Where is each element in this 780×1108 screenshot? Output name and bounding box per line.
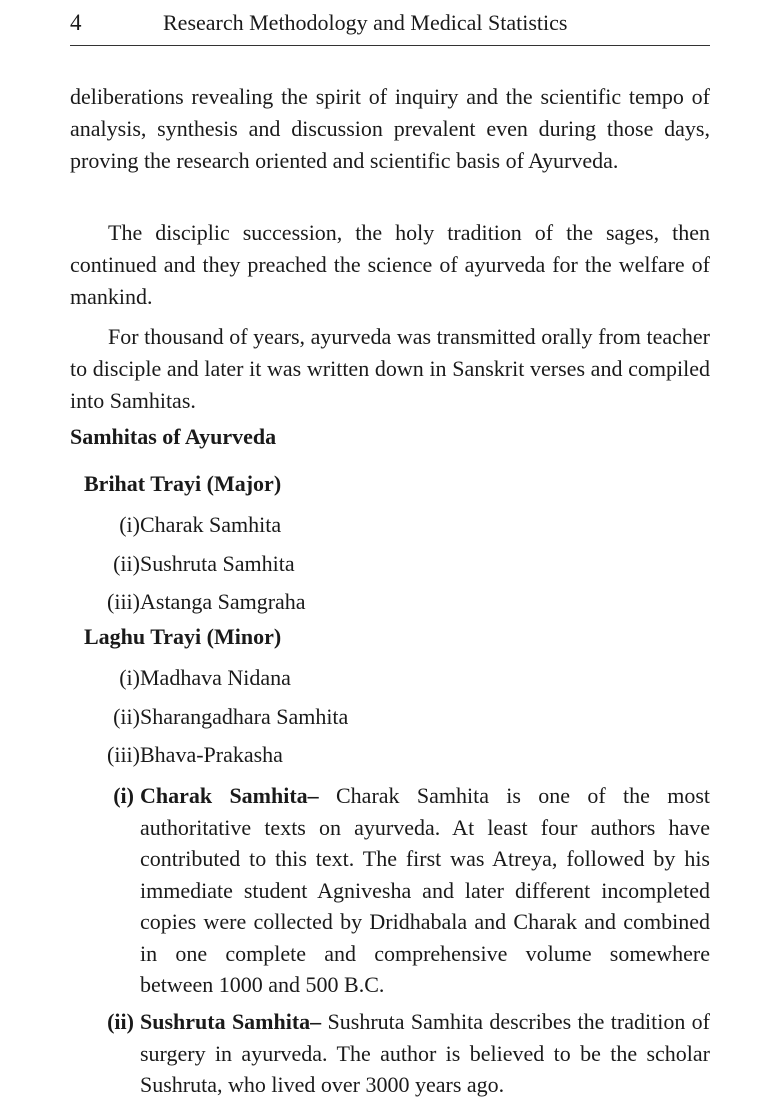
entry-sushruta-samhita bbox=[100, 1006, 710, 1101]
list-item-name: Bhava-Prakasha bbox=[140, 742, 283, 767]
entry-number: (ii) bbox=[107, 1009, 134, 1034]
list-item bbox=[84, 586, 306, 618]
list-item bbox=[84, 548, 295, 580]
entry-number: (i) bbox=[113, 783, 134, 808]
paragraph: For thousand of years, ayurveda was transmitted orally from teacher to disciple and later it was written down in Sanskrit verses and compiled into Samhitas. bbox=[70, 324, 710, 413]
list-item-number: (ii) bbox=[113, 704, 140, 729]
entry-text: Sushruta Samhita describes the tradition of surgery in ayurveda. The author is believed to be the scholar Sushruta, who lived over 3000 years ago. bbox=[140, 1009, 710, 1097]
list-item-number: (iii) bbox=[107, 742, 140, 767]
list-item bbox=[84, 701, 349, 733]
list-item-name: Charak Samhita bbox=[140, 512, 282, 537]
paragraph: The disciplic succession, the holy tradition of the sages, then continued and they preached the science of ayurveda for the welfare of mankind. bbox=[70, 220, 710, 309]
running-header bbox=[70, 10, 710, 40]
list-item-number: (ii) bbox=[113, 551, 140, 576]
header-rule bbox=[70, 45, 710, 46]
list-item-name: Astanga Samgraha bbox=[140, 589, 306, 614]
group-heading-brihat-trayi: Brihat Trayi (Major) bbox=[84, 471, 282, 496]
entry-text: Charak Samhita is one of the most authoritative texts on ayurveda. At least four authors have contributed to this text. The first was Atreya, followed by his immediate student Agnivesha and later different incompleted copies were collected by Dridhabala and Charak and combined in one complete and comprehensive volume somewhere between 1000 and 500 B.C. bbox=[140, 783, 711, 997]
entry-content bbox=[140, 780, 710, 1001]
entry-term: Charak Samhita– bbox=[140, 783, 319, 808]
list-item bbox=[84, 509, 282, 541]
list-item bbox=[84, 662, 291, 694]
group-heading-laghu-trayi: Laghu Trayi (Minor) bbox=[84, 624, 282, 649]
paragraph: deliberations revealing the spirit of inquiry and the scientific tempo of analysis, synthesis and discussion prevalent even during those days, proving the research oriented and scientific basis of Ayurveda. bbox=[70, 84, 710, 173]
list-item-name: Sushruta Samhita bbox=[140, 551, 295, 576]
entry-term: Sushruta Samhita– bbox=[140, 1009, 322, 1034]
list-item-number: (i) bbox=[119, 512, 140, 537]
entry-charak-samhita bbox=[100, 780, 710, 1001]
running-title: Research Methodology and Medical Statistics bbox=[163, 10, 568, 35]
entry-content bbox=[140, 1006, 710, 1101]
list-item bbox=[84, 739, 283, 771]
page-number: 4 bbox=[70, 10, 82, 35]
section-heading: Samhitas of Ayurveda bbox=[70, 424, 277, 449]
list-item-name: Madhava Nidana bbox=[140, 665, 291, 690]
list-item-name: Sharangadhara Samhita bbox=[140, 704, 349, 729]
list-item-number: (i) bbox=[119, 665, 140, 690]
list-item-number: (iii) bbox=[107, 589, 140, 614]
